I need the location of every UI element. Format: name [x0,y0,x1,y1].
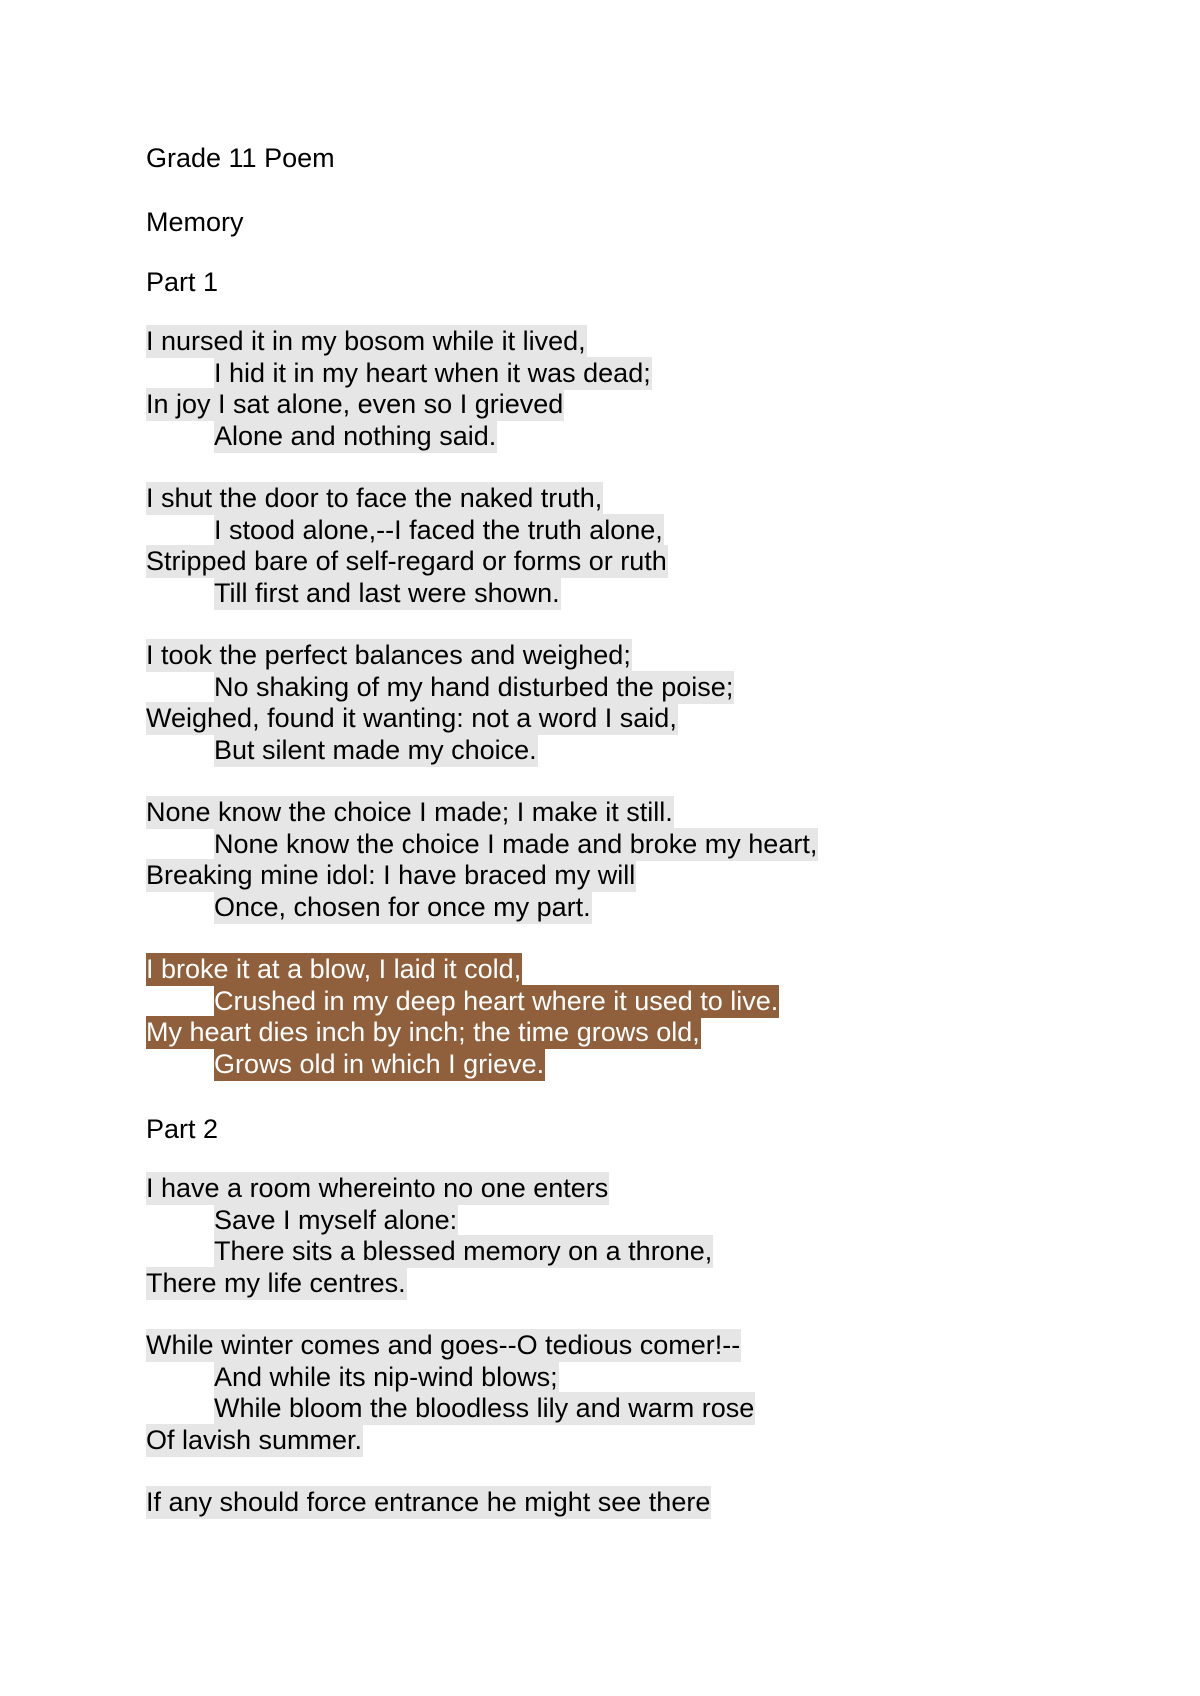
poem-line[interactable] [146,578,1146,610]
stanza[interactable] [146,797,1146,923]
poem-line-text: While bloom the bloodless lily and warm rose [214,1393,755,1423]
poem-line-text: I shut the door to face the naked truth, [146,483,603,513]
poem-line[interactable] [146,860,1146,892]
poem-line[interactable] [146,1330,1146,1362]
stanza[interactable] [146,483,1146,609]
poem-line[interactable] [146,389,1146,421]
poem-line[interactable] [146,1393,1146,1425]
poem-line-text: My heart dies inch by inch; the time grows old, [146,1017,700,1047]
poem-line-text: I broke it at a blow, I laid it cold, [146,954,522,984]
poem-line-text: There sits a blessed memory on a throne, [214,1236,713,1266]
stanza[interactable] [146,1487,1146,1519]
poem-line-text: Till first and last were shown. [214,577,560,608]
poem-line[interactable] [146,986,1146,1018]
part-heading: Part 2 [146,1114,219,1144]
poem-line-text: None know the choice I made and broke my heart, [214,828,818,859]
poem-line[interactable] [146,1362,1146,1394]
poem-line[interactable] [146,515,1146,547]
poem-part-1 [146,264,1146,1080]
poem-line-text: Of lavish summer. [146,1424,363,1455]
poem-line-text: And while its nip-wind blows; [214,1361,558,1392]
poem-line[interactable] [146,483,1146,515]
poem-line[interactable] [146,421,1146,453]
poem-line[interactable] [146,326,1146,358]
document-heading-text: Grade 11 Poem [146,143,335,173]
poem-line-text: I nursed it in my bosom while it lived, [146,326,586,356]
poem-line[interactable] [146,1268,1146,1300]
stanza[interactable] [146,640,1146,766]
poem-line-text: Weighed, found it wanting: not a word I said, [146,703,677,733]
poem-line[interactable] [146,1236,1146,1268]
poem-line-text: While winter comes and goes--O tedious comer!-- [146,1330,741,1360]
poem-line[interactable] [146,1487,1146,1519]
poem-line[interactable] [146,1205,1146,1237]
poem-line-text: Crushed in my deep heart where it used to live. [214,985,779,1016]
poem-line[interactable] [146,954,1146,986]
poem-line[interactable] [146,892,1146,924]
poem-line[interactable] [146,546,1146,578]
poem-line-text: I hid it in my heart when it was dead; [214,357,651,388]
poem-line-text: Once, chosen for once my part. [214,891,591,922]
poem-line[interactable] [146,1049,1146,1081]
poem-line-text: In joy I sat alone, even so I grieved [146,389,564,419]
poem-line-text: Stripped bare of self-regard or forms or ruth [146,546,667,576]
poem-line[interactable] [146,1017,1146,1049]
document-heading [146,140,1146,176]
poem-line[interactable] [146,1425,1146,1457]
poem-part-2 [146,1111,1146,1519]
poem-line[interactable] [146,703,1146,735]
document-page [146,140,1146,1519]
poem-line-text: Grows old in which I grieve. [214,1048,545,1079]
poem-line-text: There my life centres. [146,1267,406,1298]
poem-line-text: I have a room whereinto no one enters [146,1173,609,1203]
poem-line-text: Alone and nothing said. [214,420,497,451]
part-heading: Part 1 [146,267,219,297]
stanza[interactable] [146,326,1146,452]
poem-line-text: Save I myself alone: [214,1204,458,1235]
poem-line[interactable] [146,1173,1146,1205]
poem-line-text: I took the perfect balances and weighed; [146,640,631,670]
poem-line[interactable] [146,358,1146,390]
poem-line[interactable] [146,672,1146,704]
stanza[interactable] [146,1173,1146,1299]
poem-body [146,264,1146,1519]
poem-line-text: No shaking of my hand disturbed the poise; [214,671,734,702]
poem-line-text: I stood alone,--I faced the truth alone, [214,514,663,545]
stanza[interactable] [146,1330,1146,1456]
poem-line-text: None know the choice I made; I make it still. [146,797,673,827]
poem-title-text: Memory [146,207,244,237]
poem-line-text: Breaking mine idol: I have braced my will [146,860,636,890]
poem-line-text: But silent made my choice. [214,734,537,765]
selected-stanza[interactable] [146,954,1146,1080]
poem-line[interactable] [146,829,1146,861]
poem-line[interactable] [146,797,1146,829]
poem-line[interactable] [146,640,1146,672]
poem-line-text: If any should force entrance he might see there [146,1487,711,1517]
poem-title [146,204,1146,240]
poem-line[interactable] [146,735,1146,767]
